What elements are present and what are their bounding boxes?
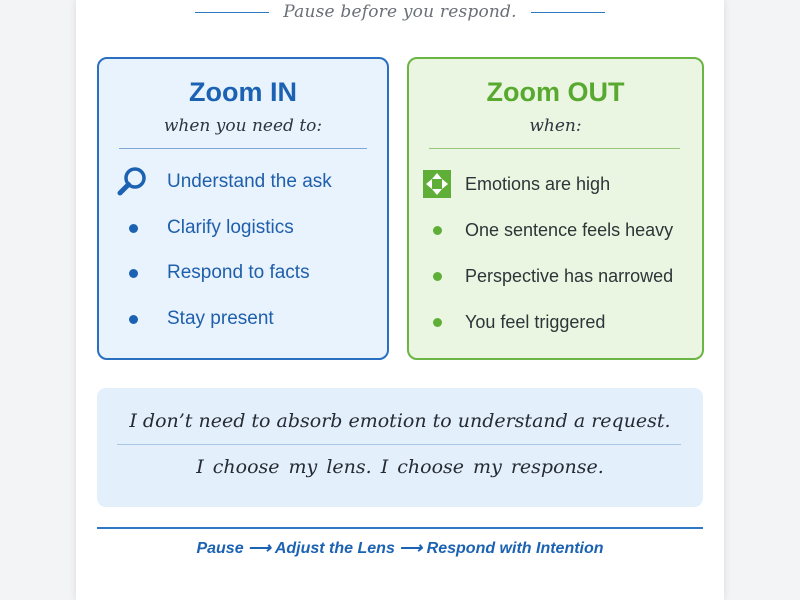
zoom-out-title: Zoom OUT bbox=[486, 77, 625, 107]
zoom-in-card bbox=[97, 57, 389, 360]
zoom-in-subtitle: when you need to: bbox=[163, 116, 323, 136]
affirmation-line-2: I choose my lens. I choose my response. bbox=[196, 456, 604, 478]
tagline-left-rule bbox=[195, 12, 269, 13]
bullet-icon bbox=[409, 318, 465, 327]
zoom-in-item bbox=[99, 167, 387, 197]
affirmation-line-1: I don’t need to absorb emotion to understand a request. bbox=[129, 410, 671, 432]
zoom-out-item-label: Emotions are high bbox=[465, 173, 611, 194]
zoom-out-divider bbox=[429, 148, 680, 149]
process-footer: Pause ⟶ Adjust the Lens ⟶ Respond with Intention bbox=[196, 540, 604, 557]
bullet-icon bbox=[409, 226, 465, 235]
zoom-in-item-label: Stay present bbox=[167, 308, 274, 329]
footer-rule bbox=[97, 527, 703, 529]
zoom-out-item bbox=[409, 215, 702, 245]
bullet-icon bbox=[99, 269, 167, 278]
zoom-in-item-label: Clarify logistics bbox=[167, 217, 294, 238]
zoom-in-title: Zoom IN bbox=[189, 77, 297, 107]
tagline: Pause before you respond. bbox=[283, 2, 517, 22]
zoom-out-subtitle: when: bbox=[529, 116, 582, 136]
zoom-out-card bbox=[407, 57, 704, 360]
bullet-icon bbox=[99, 224, 167, 233]
affirmation-box bbox=[97, 388, 703, 507]
zoom-in-divider bbox=[119, 148, 367, 149]
zoom-in-item-label: Respond to facts bbox=[167, 262, 310, 283]
bullet-icon bbox=[99, 315, 167, 324]
affirmation-divider bbox=[117, 444, 681, 445]
zoom-out-item-label: One sentence feels heavy bbox=[465, 219, 674, 240]
tagline-row bbox=[0, 0, 800, 24]
zoom-in-item-label: Understand the ask bbox=[167, 171, 332, 192]
zoom-in-item bbox=[99, 304, 387, 334]
zoom-out-item bbox=[409, 307, 702, 337]
zoom-out-item bbox=[409, 169, 702, 199]
tagline-right-rule bbox=[531, 12, 605, 13]
zoom-in-item bbox=[99, 213, 387, 243]
zoom-out-item-label: You feel triggered bbox=[465, 311, 606, 332]
zoom-out-item bbox=[409, 261, 702, 291]
bullet-icon bbox=[409, 272, 465, 281]
zoom-in-item bbox=[99, 258, 387, 288]
zoom-out-item-label: Perspective has narrowed bbox=[465, 265, 674, 286]
magnifier-icon bbox=[99, 165, 167, 199]
expand-arrows-icon bbox=[409, 169, 465, 199]
